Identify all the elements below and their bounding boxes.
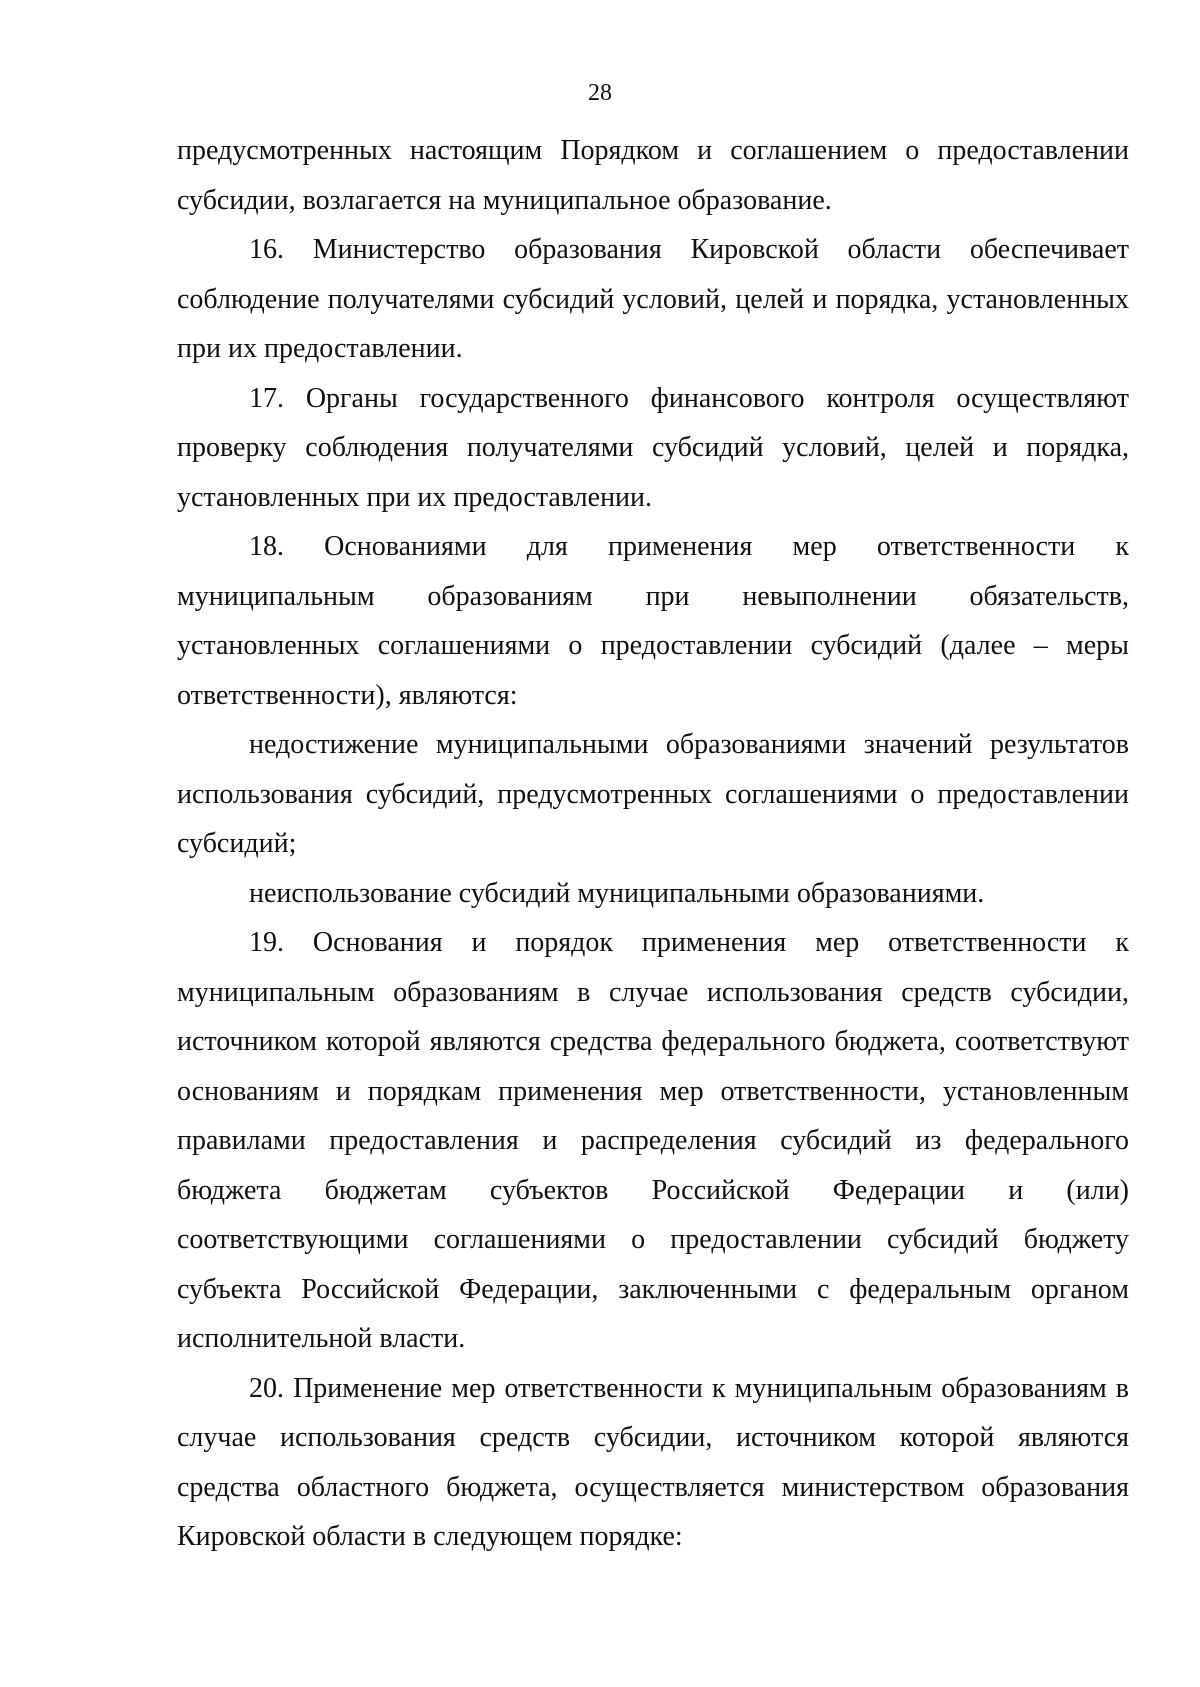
page-number: 28 — [588, 80, 612, 106]
paragraph-18: 18. Основаниями для применения мер ответственности к муниципальным образованиям при невыполнении обязательств, установленных соглашениями о предоставлении субсидий (далее – меры ответственности), являются: — [177, 531, 1129, 711]
paragraph-19: 19. Основания и порядок применения мер ответственности к муниципальным образованиям в случае использования средств субсидии, источником которой являются средства федерального бюджета, соответствуют основаниям и порядкам применения мер ответственности, установленным правилами предоставления и распределения субсидий из федерального бюджета бюджетам субъектов Российской Федерации и (или) соответствующими соглашениями о предоставлении субсидий бюджету субъекта Российской Федерации, заключенными с федеральным органом исполнительной власти. — [177, 927, 1129, 1354]
paragraph-18-item-1: недостижение муниципальными образованиями значений результатов использования субсидий, предусмотренных соглашениями о предоставлении субсидий; — [177, 729, 1129, 859]
paragraph-20: 20. Применение мер ответственности к муниципальным образованиям в случае использования средств субсидии, источником которой являются средства областного бюджета, осуществляется министерством образования Кировской области в следующем порядке: — [177, 1372, 1129, 1552]
paragraph-17: 17. Органы государственного финансового контроля осуществляют проверку соблюдения получателями субсидий условий, целей и порядка, установленных при их предоставлении. — [177, 382, 1129, 513]
paragraph-18-item-2: неиспользование субсидий муниципальными образованиями. — [249, 877, 985, 909]
paragraph-16: 16. Министерство образования Кировской области обеспечивает соблюдение получателями субсидий условий, целей и порядка, установленных при их предоставлении. — [177, 234, 1129, 364]
paragraph-continuation: предусмотренных настоящим Порядком и соглашением о предоставлении субсидии, возлагается на муниципальное образование. — [177, 135, 1129, 216]
document-body — [177, 126, 1129, 1562]
